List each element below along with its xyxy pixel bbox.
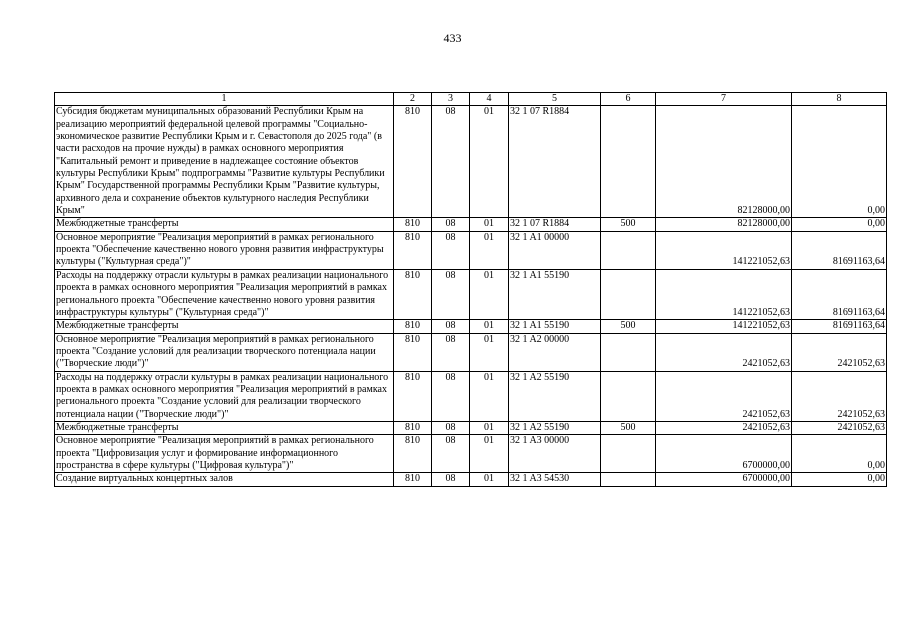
table-row [55,218,887,231]
header-col-4: 4 [470,93,509,106]
row-subsection: 01 [470,421,509,434]
row-sum-2: 0,00 [792,473,887,486]
row-sum-2: 81691163,64 [792,269,887,319]
row-target-code: 32 1 A2 55190 [509,371,601,421]
row-ministry: 810 [394,473,432,486]
row-sum-2: 2421052,63 [792,421,887,434]
row-expense-type [601,231,656,269]
row-section: 08 [432,473,470,486]
header-col-3: 3 [432,93,470,106]
table-row [55,320,887,333]
row-section: 08 [432,421,470,434]
page-number: 433 [443,31,462,45]
row-target-code: 32 1 A1 55190 [509,320,601,333]
row-subsection: 01 [470,106,509,218]
row-ministry: 810 [394,421,432,434]
row-ministry: 810 [394,218,432,231]
row-subsection: 01 [470,231,509,269]
table-row [55,269,887,319]
row-section: 08 [432,333,470,371]
row-target-code: 32 1 07 R1884 [509,218,601,231]
row-expense-type [601,473,656,486]
budget-table [54,92,887,487]
row-section: 08 [432,106,470,218]
row-target-code: 32 1 A2 55190 [509,421,601,434]
row-subsection: 01 [470,320,509,333]
header-col-6: 6 [601,93,656,106]
row-sum-2: 0,00 [792,435,887,473]
row-target-code: 32 1 A3 00000 [509,435,601,473]
header-col-5: 5 [509,93,601,106]
row-name: Основное мероприятие "Реализация мероприятий в рамках регионального проекта "Обеспечение качественно нового уровня развития инфраструктуры культуры ("Культурная среда")" [55,231,394,269]
header-col-7: 7 [656,93,792,106]
row-sum-1: 2421052,63 [656,371,792,421]
row-ministry: 810 [394,269,432,319]
row-target-code: 32 1 A2 00000 [509,333,601,371]
row-expense-type [601,106,656,218]
row-name: Расходы на поддержку отрасли культуры в рамках реализации национального проекта в рамках основного мероприятия "Реализация мероприятий в рамках регионального проекта "Обеспечение качественно нового уровня развития инфраструктуры культуры" ("Культурная среда")" [55,269,394,319]
row-expense-type [601,435,656,473]
row-sum-2: 0,00 [792,106,887,218]
row-ministry: 810 [394,435,432,473]
row-expense-type: 500 [601,218,656,231]
row-sum-1: 141221052,63 [656,320,792,333]
row-sum-1: 6700000,00 [656,473,792,486]
row-subsection: 01 [470,371,509,421]
row-sum-1: 6700000,00 [656,435,792,473]
row-target-code: 32 1 A1 55190 [509,269,601,319]
row-ministry: 810 [394,231,432,269]
table-header-row [55,93,887,106]
row-expense-type: 500 [601,320,656,333]
row-sum-1: 2421052,63 [656,421,792,434]
row-subsection: 01 [470,333,509,371]
row-target-code: 32 1 A3 54530 [509,473,601,486]
row-name: Межбюджетные трансферты [55,218,394,231]
row-subsection: 01 [470,269,509,319]
table-row [55,435,887,473]
row-ministry: 810 [394,333,432,371]
row-expense-type: 500 [601,421,656,434]
row-section: 08 [432,218,470,231]
row-section: 08 [432,320,470,333]
table-row [55,106,887,218]
row-subsection: 01 [470,435,509,473]
row-ministry: 810 [394,320,432,333]
row-name: Межбюджетные трансферты [55,320,394,333]
row-target-code: 32 1 07 R1884 [509,106,601,218]
row-sum-1: 2421052,63 [656,333,792,371]
row-subsection: 01 [470,218,509,231]
header-col-1: 1 [55,93,394,106]
header-col-2: 2 [394,93,432,106]
row-sum-1: 82128000,00 [656,218,792,231]
row-name: Межбюджетные трансферты [55,421,394,434]
row-name: Основное мероприятие "Реализация мероприятий в рамках регионального проекта "Цифровизация услуг и формирование информационного пространства в сфере культуры ("Цифровая культура")" [55,435,394,473]
row-sum-1: 141221052,63 [656,269,792,319]
row-sum-2: 2421052,63 [792,333,887,371]
row-expense-type [601,371,656,421]
row-expense-type [601,333,656,371]
row-section: 08 [432,269,470,319]
table-row [55,371,887,421]
row-sum-1: 82128000,00 [656,106,792,218]
row-name: Основное мероприятие "Реализация мероприятий в рамках регионального проекта "Создание условий для реализации творческого потенциала нации ("Творческие люди")" [55,333,394,371]
row-sum-2: 81691163,64 [792,231,887,269]
table-row [55,333,887,371]
row-sum-2: 81691163,64 [792,320,887,333]
row-sum-1: 141221052,63 [656,231,792,269]
row-subsection: 01 [470,473,509,486]
row-sum-2: 0,00 [792,218,887,231]
row-section: 08 [432,231,470,269]
row-section: 08 [432,371,470,421]
table-row [55,473,887,486]
row-expense-type [601,269,656,319]
row-ministry: 810 [394,106,432,218]
row-name: Субсидия бюджетам муниципальных образований Республики Крым на реализацию мероприятий федеральной целевой программы "Социально-экономическое развитие Республики Крым и г. Севастополя до 2025 года" (в части расходов на прочие нужды) в рамках основного мероприятия "Капитальный ремонт и приведение в надлежащее состояние объектов культуры Республики Крым" подпрограммы "Развитие культуры Республики Крым" Государственной программы Республики Крым "Развитие культуры, архивного дела и сохранение объектов культурного наследия Республики Крым" [55,106,394,218]
row-sum-2: 2421052,63 [792,371,887,421]
row-name: Создание виртуальных концертных залов [55,473,394,486]
row-section: 08 [432,435,470,473]
table-row [55,231,887,269]
row-target-code: 32 1 A1 00000 [509,231,601,269]
row-ministry: 810 [394,371,432,421]
row-name: Расходы на поддержку отрасли культуры в рамках реализации национального проекта в рамках основного мероприятия "Реализация мероприятий в рамках регионального проекта "Создание условий для реализации творческого потенциала нации ("Творческие люди")" [55,371,394,421]
table-row [55,421,887,434]
header-col-8: 8 [792,93,887,106]
